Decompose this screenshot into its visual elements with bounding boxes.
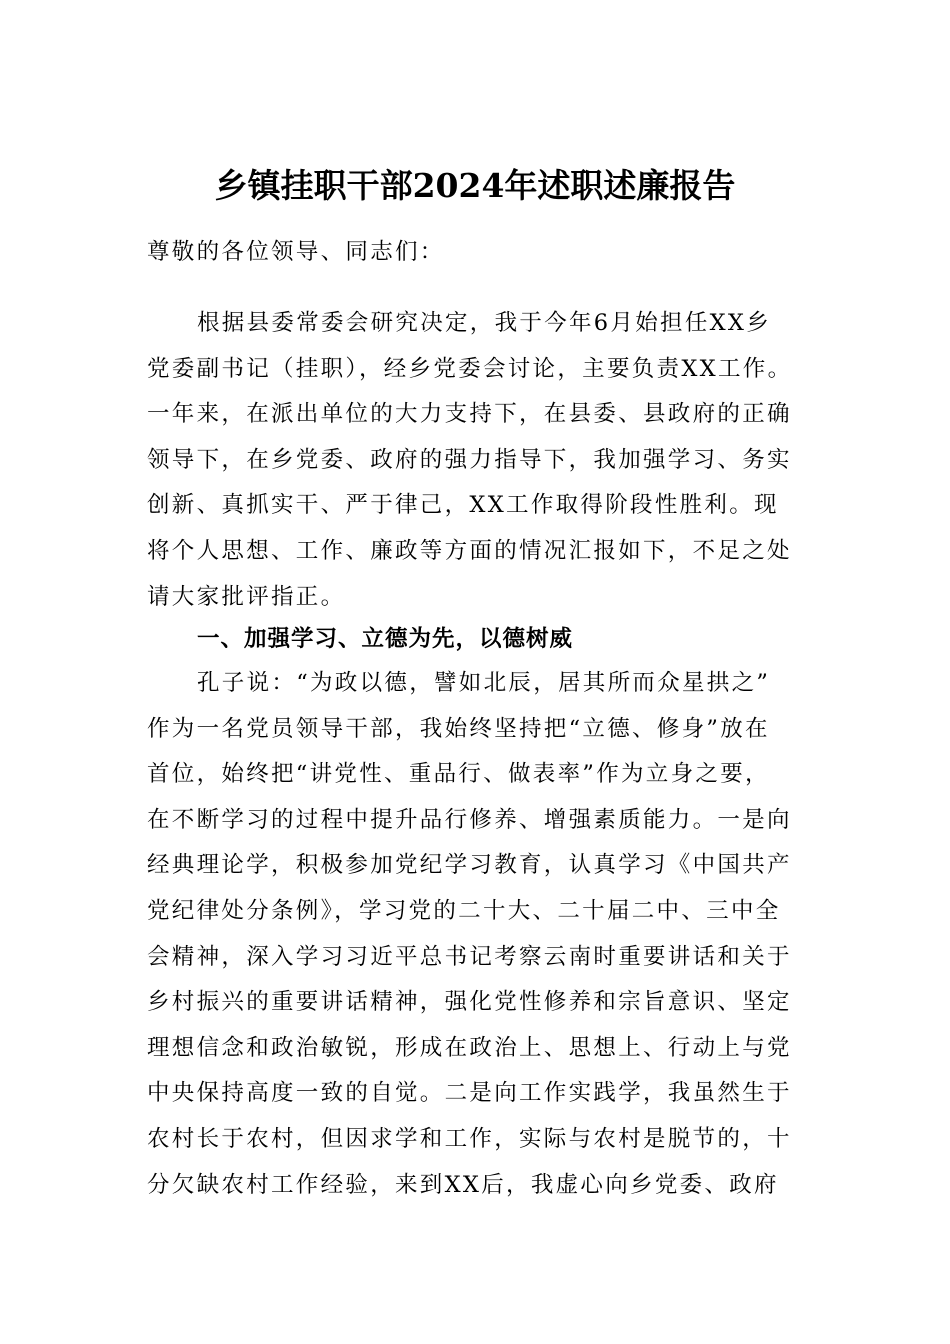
paragraph-line: 请大家批评指正。 xyxy=(147,583,346,610)
document-title: 乡镇挂职干部2024年述职述廉报告 xyxy=(214,166,736,205)
paragraph-line: 一年来，在派出单位的大力支持下，在县委、县政府的正确 xyxy=(147,401,792,428)
paragraph-2 xyxy=(147,661,811,1208)
paragraph-line: 会精神，深入学习习近平总书记考察云南时重要讲话和关于 xyxy=(147,943,792,970)
paragraph-line: 经典理论学，积极参加党纪学习教育，认真学习《中国共产 xyxy=(147,852,792,879)
paragraph-line: 在不断学习的过程中提升品行修养、增强素质能力。一是向 xyxy=(147,806,792,833)
paragraph-line: 根据县委常委会研究决定，我于今年6月始担任XX乡 xyxy=(197,310,772,336)
paragraph-line: 孔子说：“为政以德，譬如北辰，居其所而众星拱之” xyxy=(197,670,771,696)
paragraph-line: 作为一名党员领导干部，我始终坚持把“立德、修身”放在 xyxy=(147,715,770,742)
paragraph-line: 领导下，在乡党委、政府的强力指导下，我加强学习、务实 xyxy=(147,446,792,473)
paragraph-line: 中央保持高度一致的自觉。二是向工作实践学，我虽然生于 xyxy=(147,1080,792,1107)
paragraph-line: 首位，始终把“讲党性、重品行、做表率”作为立身之要， xyxy=(147,761,770,788)
salutation: 尊敬的各位领导、同志们： xyxy=(147,239,445,265)
paragraph-line: 农村长于农村，但因求学和工作，实际与农村是脱节的，十 xyxy=(147,1125,792,1152)
paragraph-line: 分欠缺农村工作经验，来到XX后，我虚心向乡党委、政府 xyxy=(147,1171,779,1198)
paragraph-line: 创新、真抓实干、严于律己，XX工作取得阶段性胜利。现 xyxy=(147,492,779,519)
paragraph-line: 将个人思想、工作、廉政等方面的情况汇报如下，不足之处 xyxy=(147,537,792,564)
paragraph-line: 党纪律处分条例》，学习党的二十大、二十届二中、三中全 xyxy=(147,897,781,924)
paragraph-line: 理想信念和政治敏锐，形成在政治上、思想上、行动上与党 xyxy=(147,1034,792,1061)
paragraph-line: 乡村振兴的重要讲话精神，强化党性修养和宗旨意识、坚定 xyxy=(147,989,792,1016)
paragraph-1 xyxy=(147,301,811,620)
paragraph-line: 党委副书记（挂职），经乡党委会讨论，主要负责XX工作。 xyxy=(147,355,793,382)
section-heading-1: 一、加强学习、立德为先，以德树威 xyxy=(197,626,574,652)
